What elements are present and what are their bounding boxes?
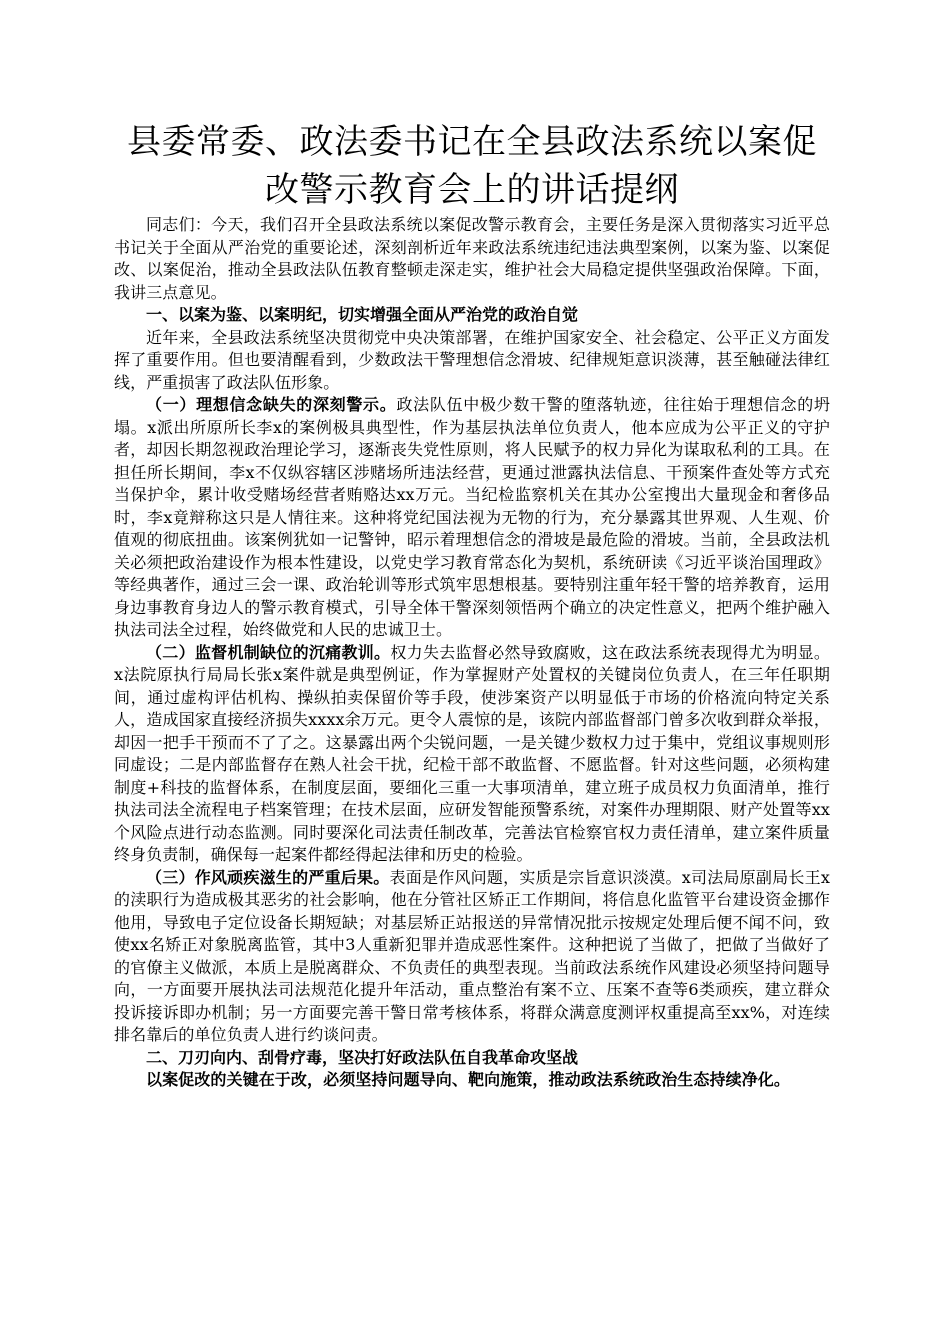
point-3-text: 表面是作风问题，实质是宗旨意识淡漠。x司法局原副局长王x的渎职行为造成极其恶劣的社会影响，他在分管社区矫正工作期间，将信息化监管平台建设资金挪作他用，导致电子定位设备长期短缺；对基层矫正站报送的异常情况批示按规定处理后便不闻不问，致使xx名矫正对象脱离监管，其中3人重新犯罪并造成恶性案件。这种把说了当做了，把做了当做好了的官僚主义做派，本质上是脱离群众、不负责任的典型表现。当前政法系统作风建设必须坚持问题导向，一方面要开展执法司法规范化提升年活动，重点整治有案不立、压案不查等6类顽疾，建立群众投诉接诉即办机制；另一方面要完善干警日常考核体系，将群众满意度测评权重提高至xx%，对连续排名靠后的单位负责人进行约谈问责。 bbox=[114, 867, 830, 1044]
point-2-lead: （二）监督机制缺位的沉痛教训。 bbox=[146, 642, 391, 662]
point-2-text: 权力失去监督必然导致腐败，这在政法系统表现得尤为明显。x法院原执行局局长张x案件就是典型例证，作为掌握财产处置权的关键岗位负责人，在三年任职期间，通过虚构评估机构、操纵拍卖保留价等手段，使涉案资产以明显低于市场的价格流向特定关系人，造成国家直接经济损失xxxx余万元。更令人震惊的是，该院内部监督部门曾多次收到群众举报，却因一把手干预而不了了之。这暴露出两个尖锐问题，一是关键少数权力过于集中，党组议事规则形同虚设；二是内部监督存在熟人社会干扰，纪检干部不敢监督、不愿监督。针对这些问题，必须构建制度+科技的监督体系，在制度层面，要细化三重一大事项清单，建立班子成员权力负面清单，推行执法司法全流程电子档案管理；在技术层面，应研发智能预警系统，对案件办理期限、财产处置等xx个风险点进行动态监测。同时要深化司法责任制改革，完善法官检察官权力责任清单，建立案件质量终身负责制，确保每一起案件都经得起法律和历史的检验。 bbox=[114, 642, 830, 864]
point-2-paragraph bbox=[114, 642, 830, 867]
point-3-paragraph bbox=[114, 867, 830, 1047]
section-2-heading: 二、刀刃向内、刮骨疗毒，坚决打好政法队伍自我革命攻坚战 bbox=[146, 1047, 579, 1067]
document-title: 县委常委、政法委书记在全县政法系统以案促改警示教育会上的讲话提纲 bbox=[127, 122, 817, 210]
point-1-paragraph bbox=[114, 394, 830, 642]
point-3-lead: （三）作风顽疾滋生的严重后果。 bbox=[146, 867, 390, 887]
section-1-intro: 近年来，全县政法系统坚决贯彻党中央决策部署，在维护国家安全、社会稳定、公平正义方面发挥了重要作用。但也要清醒看到，少数政法干警理想信念滑坡、纪律规矩意识淡薄，甚至触碰法律红线，严重损害了政法队伍形象。 bbox=[114, 327, 830, 392]
section-1-heading: 一、以案为鉴、以案明纪，切实增强全面从严治党的政治自觉 bbox=[146, 305, 579, 324]
opening-paragraph: 同志们：今天，我们召开全县政法系统以案促改警示教育会，主要任务是深入贯彻落实习近平总书记关于全面从严治党的重要论述，深刻剖析近年来政法系统违纪违法典型案例，以案为鉴、以案促改、以案促治，推动全县政法队伍教育整顿走深走实，维护社会大局稳定提供坚强政治保障。下面，我讲三点意见。 bbox=[114, 215, 830, 302]
section-2-intro: 以案促改的关键在于改，必须坚持问题导向、靶向施策，推动政法系统政治生态持续净化。 bbox=[146, 1070, 791, 1089]
point-1-lead: （一）理想信念缺失的深刻警示。 bbox=[146, 395, 397, 414]
point-1-text: 政法队伍中极少数干警的堕落轨迹，往往始于理想信念的坍塌。x派出所原所长李x的案例极具典型性，作为基层执法单位负责人，他本应成为公平正义的守护者，却因长期忽视政治理论学习，逐渐丧失党性原则，将人民赋予的权力异化为谋取私利的工具。在担任所长期间，李x不仅纵容辖区涉赌场所违法经营，更通过泄露执法信息、干预案件查处等方式充当保护伞，累计收受赌场经营者贿赂达xx万元。当纪检监察机关在其办公室搜出大量现金和奢侈品时，李x竟辩称这只是人情往来。这种将党纪国法视为无物的行为，充分暴露其世界观、人生观、价值观的彻底扭曲。该案例犹如一记警钟，昭示着理想信念的滑坡是最危险的滑坡。当前，全县政法机关必须把政治建设作为根本性建设，以党史学习教育常态化为契机，系统研读《习近平谈治国理政》等经典著作，通过三会一课、政治轮训等形式筑牢思想根基。要特别注重年轻干警的培养教育，运用身边事教育身边人的警示教育模式，引导全体干警深刻领悟两个确立的决定性意义，把两个维护融入执法司法全过程，始终做党和人民的忠诚卫士。 bbox=[114, 395, 830, 639]
document-page bbox=[114, 118, 830, 1092]
